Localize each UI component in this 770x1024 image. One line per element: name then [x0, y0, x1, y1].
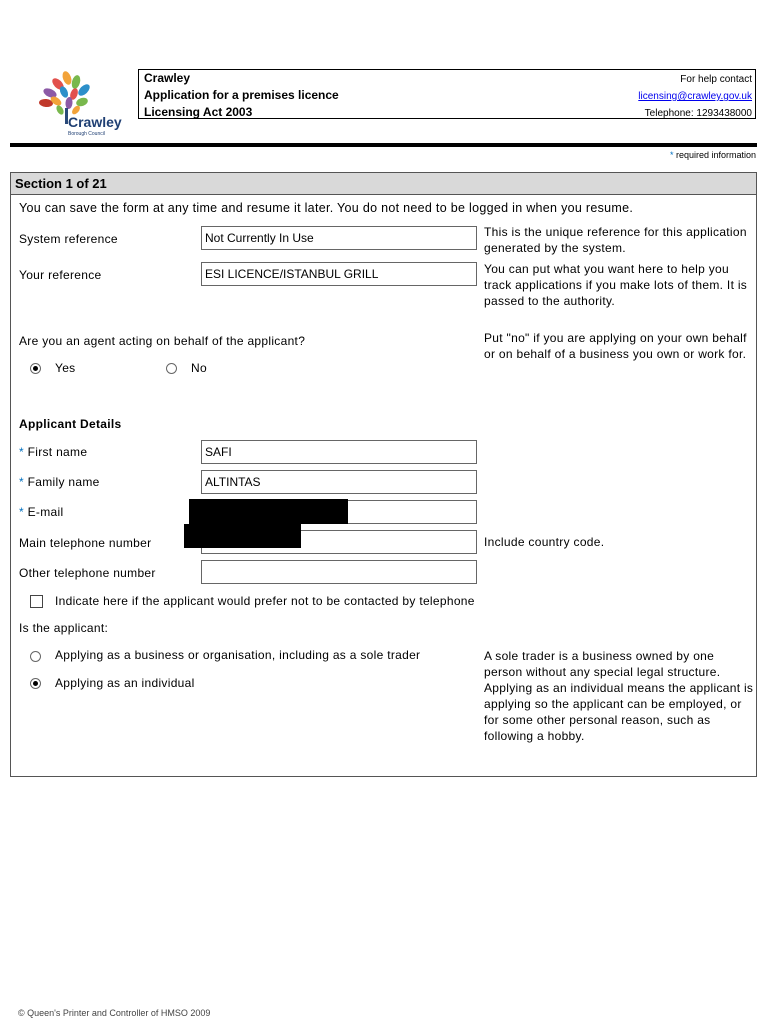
agent-no-label: No: [191, 361, 207, 375]
form-title: Application for a premises licence: [144, 88, 339, 102]
agent-yes-radio[interactable]: [30, 363, 41, 374]
redaction-bar: [189, 499, 348, 524]
your-reference-label: Your reference: [19, 268, 102, 282]
applicant-individual-radio[interactable]: [30, 678, 41, 689]
required-star: *: [19, 505, 28, 519]
logo-text: Crawley: [68, 114, 122, 130]
required-star: *: [19, 475, 28, 489]
help-label: For help contact: [680, 74, 752, 85]
applicant-business-radio[interactable]: [30, 651, 41, 662]
family-name-label: [19, 475, 100, 489]
system-reference-label: System reference: [19, 232, 118, 246]
required-star: *: [669, 150, 676, 160]
act-name: Licensing Act 2003: [144, 105, 253, 119]
section-intro: You can save the form at any time and resume it later. You do not need to be logged in when you resume.: [19, 201, 634, 215]
crawley-logo: [34, 70, 126, 138]
agent-no-radio[interactable]: [166, 363, 177, 374]
logo-subtext: Borough Council: [68, 131, 105, 137]
no-phone-contact-checkbox[interactable]: [30, 595, 43, 608]
your-reference-field[interactable]: ESI LICENCE/ISTANBUL GRILL: [201, 262, 477, 286]
family-name-field[interactable]: ALTINTAS: [201, 470, 477, 494]
system-reference-field[interactable]: Not Currently In Use: [201, 226, 477, 250]
copyright-footer: © Queen's Printer and Controller of HMSO 2009: [18, 1008, 211, 1018]
email-label: [19, 505, 63, 519]
first-name-label: [19, 445, 87, 459]
contact-block: [638, 71, 752, 122]
other-phone-label: Other telephone number: [19, 566, 156, 580]
applicant-type-question: Is the applicant:: [19, 621, 109, 635]
family-name-label-text: Family name: [27, 475, 100, 489]
header-rule: [10, 143, 757, 147]
system-reference-help: This is the unique reference for this application generated by the system.: [484, 225, 747, 255]
section-title: Section 1 of 21: [11, 173, 756, 195]
your-reference-help: You can put what you want here to help you track applications if you make lots of them. It is passed to the authority.: [484, 262, 748, 308]
applicant-business-label: Applying as a business or organisation, including as a sole trader: [55, 648, 421, 662]
contact-telephone: Telephone: 1293438000: [644, 108, 752, 119]
redaction-bar: [184, 524, 301, 548]
contact-email-link[interactable]: licensing@crawley.gov.uk: [638, 91, 752, 102]
required-note-text: required information: [675, 150, 756, 160]
applicant-type-help: A sole trader is a business owned by one person without any special legal structure. Applying as an individual means the applicant is applying so the applicant can be employed, or for some other personal reason, such as following a hobby.: [484, 649, 754, 743]
agent-help: Put "no" if you are applying on your own behalf or on behalf of a business you own or work for.: [484, 331, 747, 361]
other-phone-field[interactable]: [201, 560, 477, 584]
applicant-details-heading: Applicant Details: [19, 417, 122, 431]
org-name: Crawley: [144, 71, 191, 85]
main-phone-help: Include country code.: [484, 535, 605, 549]
no-phone-contact-label: Indicate here if the applicant would prefer not to be contacted by telephone: [55, 594, 475, 608]
required-star: *: [19, 445, 28, 459]
main-phone-label: Main telephone number: [19, 536, 152, 550]
required-note: [670, 150, 756, 160]
agent-yes-label: Yes: [55, 361, 76, 375]
first-name-field[interactable]: SAFI: [201, 440, 477, 464]
email-label-text: E-mail: [27, 505, 64, 519]
agent-question: Are you an agent acting on behalf of the applicant?: [19, 334, 306, 348]
first-name-label-text: First name: [27, 445, 88, 459]
header-title-block: [144, 70, 339, 121]
applicant-individual-label: Applying as an individual: [55, 676, 195, 690]
